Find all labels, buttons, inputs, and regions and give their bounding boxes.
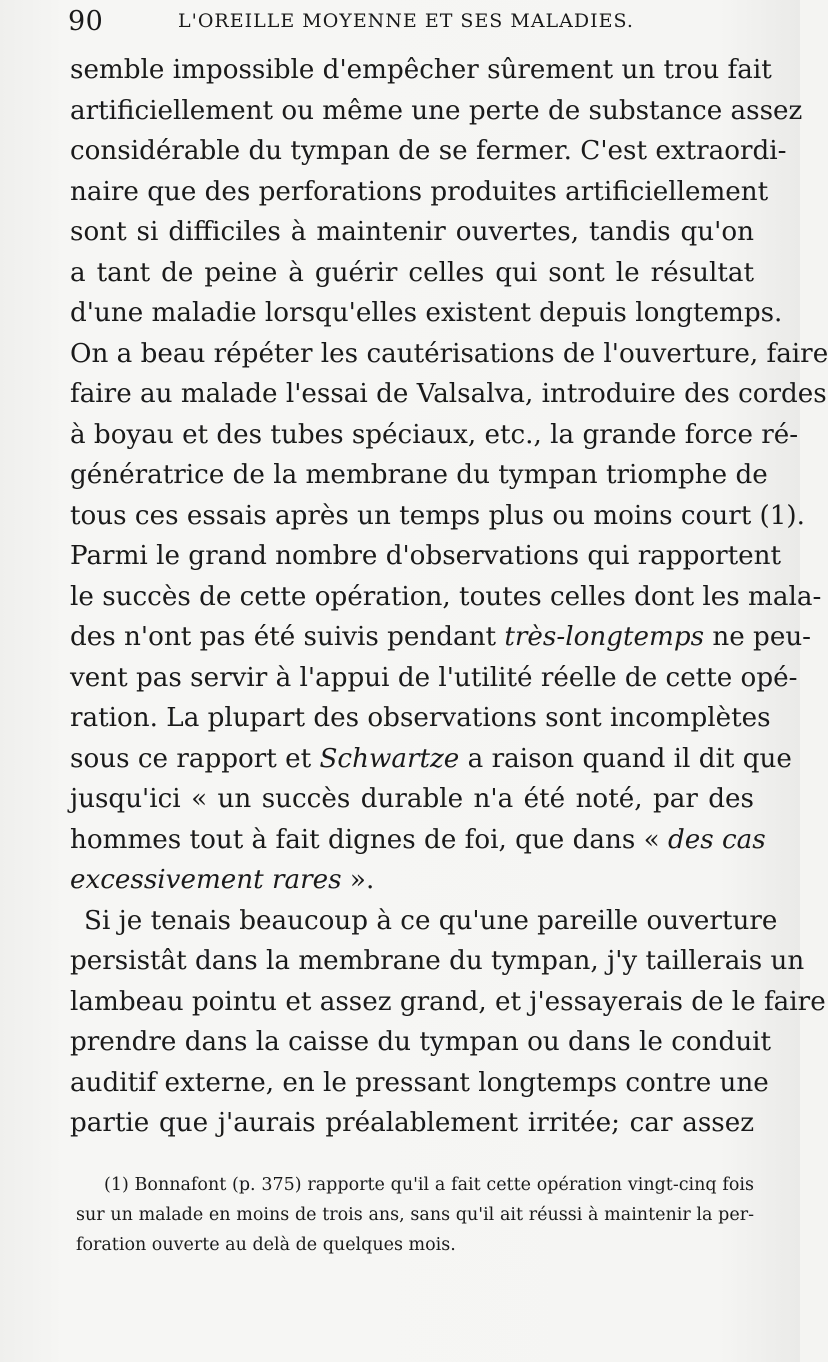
text-line: naire que des perforations produites artificiellement	[70, 176, 769, 207]
text-run: ne peu-	[704, 622, 812, 652]
text-line: artificiellement ou même une perte de substance assez	[70, 95, 803, 126]
text-run: hommes tout à fait dignes de foi, que dans «	[70, 824, 668, 855]
text-line	[70, 860, 754, 901]
text-line: d'une maladie lorsqu'elles existent depuis longtemps.	[70, 298, 783, 328]
text-run: ».	[341, 865, 375, 895]
text-line: sont si difficiles à maintenir ouvertes, tandis qu'on	[70, 217, 754, 247]
text-line: prendre dans la caisse du tympan ou dans le conduit	[70, 1027, 772, 1057]
footnote	[76, 1170, 754, 1260]
page-header	[66, 6, 766, 36]
text-line: à boyau et des tubes spéciaux, etc., la grande force ré-	[70, 419, 799, 450]
main-text	[70, 50, 828, 1144]
italic-run: des cas	[667, 824, 766, 855]
text-line: Parmi le grand nombre d'observations qui rapportent	[70, 541, 782, 571]
footnote-line: foration ouverte au delà de quelques mois.	[76, 1235, 456, 1255]
text-line: vent pas servir à l'appui de l'utilité réelle de cette opé-	[70, 662, 798, 693]
running-title: L'OREILLE MOYENNE ET SES MALADIES.	[178, 10, 634, 32]
text-line: faire au malade l'essai de Valsalva, introduire des cordes	[70, 379, 827, 409]
footnote-line: (1) Bonnafont (p. 375) rapporte qu'il a fait cette opération vingt-cinq fois	[104, 1175, 754, 1195]
text-line: considérable du tympan de se fermer. C'est extraordi-	[70, 136, 787, 166]
text-line: partie que j'aurais préalablement irritée; car assez	[70, 1108, 754, 1138]
text-run: a raison quand il dit que	[459, 743, 792, 774]
page-number: 90	[68, 6, 104, 37]
text-line: a tant de peine à guérir celles qui sont le résultat	[70, 257, 754, 288]
text-line: semble impossible d'empêcher sûrement un trou fait	[70, 55, 772, 85]
text-run: des n'ont pas été suivis pendant	[70, 622, 505, 652]
footnote-line: sur un malade en moins de trois ans, sans qu'il ait réussi à maintenir la per-	[76, 1205, 754, 1225]
text-line: Si je tenais beaucoup à ce qu'une pareille ouverture	[84, 905, 778, 936]
text-line: lambeau pointu et assez grand, et j'essayerais de le faire	[70, 986, 826, 1017]
text-run: sous ce rapport et	[70, 743, 320, 774]
text-line: persistât dans la membrane du tympan, j'y taillerais un	[70, 946, 805, 976]
text-line	[70, 820, 766, 861]
text-line	[70, 739, 792, 780]
text-line	[70, 617, 812, 658]
text-line: le succès de cette opération, toutes celles dont les mala-	[70, 581, 822, 612]
text-line: jusqu'ici « un succès durable n'a été noté, par des	[70, 784, 754, 814]
text-line: génératrice de la membrane du tympan triomphe de	[70, 460, 768, 490]
italic-run: Schwartze	[319, 743, 460, 774]
italic-run: excessivement rares	[70, 865, 342, 895]
text-line: ration. La plupart des observations sont incomplètes	[70, 703, 771, 733]
italic-run: très-longtemps	[504, 622, 705, 652]
text-line: auditif externe, en le pressant longtemps contre une	[70, 1067, 769, 1098]
text-line: tous ces essais après un temps plus ou moins court (1).	[70, 500, 805, 531]
text-line: On a beau répéter les cautérisations de l'ouverture, faire	[70, 338, 828, 369]
